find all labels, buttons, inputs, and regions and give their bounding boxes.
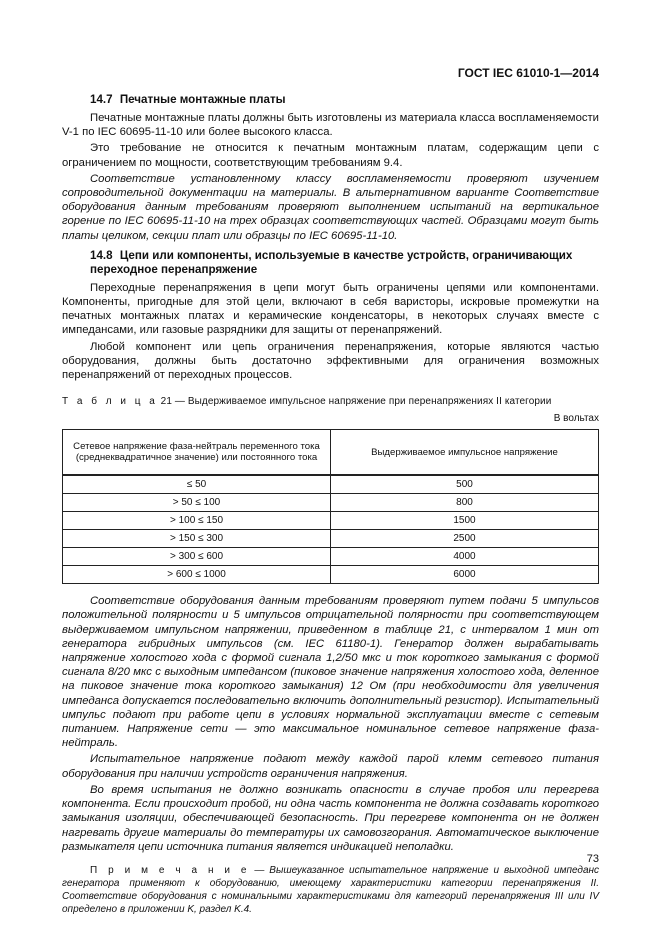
column-header-mains-voltage: Сетевое напряжение фаза-нейтраль переменного тока (среднеквадратичное значение) или постоянного тока	[63, 430, 331, 476]
section-title: Цепи или компоненты, используемые в качестве устройств, ограничивающих переходное перенапряжение	[90, 248, 573, 276]
compliance-paragraph: Испытательное напряжение подают между каждой парой клемм сетевого питания оборудования при наличии устройств ограничения напряжения.	[62, 753, 599, 780]
note-text: — Вышеуказанное испытательное напряжение и выходной импеданс генератора применяют к оборудованию, имеющему характеристики категории перенапряжения II. Соответствие оборудования с номинальными характеристиками для категорий перенапряжения III или IV определено в приложении K, раздел K.4.	[62, 864, 600, 915]
table-caption-text: 21 — Выдерживаемое импульсное напряжение при перенапряжениях II категории	[160, 396, 552, 408]
table-header-row	[63, 430, 599, 476]
note	[62, 864, 599, 916]
document-header: ГОСТ IEC 61010-1—2014	[457, 66, 599, 80]
column-header-impulse-voltage: Выдерживаемое импульсное напряжение	[331, 430, 599, 476]
paragraph: Любой компонент или цепь ограничения перенапряжения, которые являются частью оборудования, должны быть достаточно эффективными для ограничения возможных перенапряжений от переходных процессов.	[62, 340, 599, 382]
cell-value: 4000	[331, 548, 599, 566]
cell-range: > 100 ≤ 150	[63, 512, 331, 530]
cell-range: > 300 ≤ 600	[63, 548, 331, 566]
cell-value: 800	[331, 494, 599, 512]
table-row	[63, 475, 599, 494]
table-row	[63, 512, 599, 530]
cell-value: 2500	[331, 530, 599, 548]
cell-value: 6000	[331, 566, 599, 584]
cell-range: > 600 ≤ 1000	[63, 566, 331, 584]
cell-value: 500	[331, 475, 599, 494]
cell-range: ≤ 50	[63, 475, 331, 494]
cell-value: 1500	[331, 512, 599, 530]
compliance-paragraph: Во время испытания не должно возникать опасности в случае пробоя или перегрева компонента. Если происходит пробой, ни одна часть компонента не должна создавать короткого замыкания изоляции, обеспечивающей безопасность. При перегреве компонента он не должен нагревать другие материалы до температуры их самовозгорания. Автоматическое выключение размыкателя цепи источника питания является индикацией неполадки.	[62, 783, 599, 853]
table-label: Т а б л и ц а	[62, 396, 158, 408]
paragraph: Это требование не относится к печатным монтажным платам, содержащим цепи с ограничением по мощности, соответствующим требованиям 9.4.	[62, 142, 599, 169]
paragraph: Печатные монтажные платы должны быть изготовлены из материала класса воспламеняемости V-1 по IEC 60695-11-10 или более высокого класса.	[62, 112, 599, 139]
cell-range: > 150 ≤ 300	[63, 530, 331, 548]
paragraph: Переходные перенапряжения в цепи могут быть ограничены цепями или компонентами. Компоненты, пригодные для этой цели, включают в себя варисторы, искровые промежутки на печатных монтажных платах и керамические конденсаторы, в некоторых случаях вместе с импедансами, или газовые разрядники для защиты от перенапряжений.	[62, 281, 599, 337]
table-caption	[62, 396, 599, 407]
section-number: 14.7	[90, 93, 113, 106]
table-row	[63, 548, 599, 566]
page-number: 73	[586, 853, 599, 865]
table-units: В вольтах	[553, 413, 599, 425]
note-label: П р и м е ч а н и е	[90, 864, 250, 876]
compliance-paragraph: Соответствие оборудования данным требованиям проверяют путем подачи 5 импульсов положительной полярности и 5 импульсов отрицательной полярности при соответствующем выдерживаемом импульсном напряжении, приведенном в таблице 21, с интервалом 1 мин от генератора гибридных импульсов (см. IEC 61180-1). Генератор должен вырабатывать напряжение холостого хода с формой сигнала 1,2/50 мкс и ток короткого замыкания с формой сигнала 8/20 мкс с выходным импедансом (пиковое значение напряжения холостого хода, деленное на пиковое значение тока короткого замыкания) 12 Ом (при необходимости для увеличения импеданса допускается последовательно включить дополнительный резистор). Испытательный импульс подают при работе цепи в условиях нормальной эксплуатации вместе с сетевым питанием. Напряжение сети — это максимальное номинальное сетевое напряжение фаза-нейтраль.	[62, 595, 599, 750]
table-row	[63, 530, 599, 548]
table-row	[63, 566, 599, 584]
page-content	[62, 93, 599, 916]
section-title: Печатные монтажные платы	[119, 93, 286, 106]
table-row	[63, 494, 599, 512]
cell-range: > 50 ≤ 100	[63, 494, 331, 512]
section-14-7-heading	[62, 93, 599, 107]
section-number: 14.8	[90, 248, 113, 262]
impulse-voltage-table	[62, 429, 599, 584]
section-14-8-heading	[62, 249, 599, 277]
compliance-paragraph: Соответствие установленному классу воспламеняемости проверяют изучением сопроводительной документации на материалы. В альтернативном варианте Соответствие оборудования данным требованиям проверяют выполнением испытаний на вертикальное горение по IEC 60695-11-10 на трех образцах соответствующих частей. Образцами могут быть платы целиком, секции плат или образцы по IEC 60695-11-10.	[62, 172, 599, 242]
